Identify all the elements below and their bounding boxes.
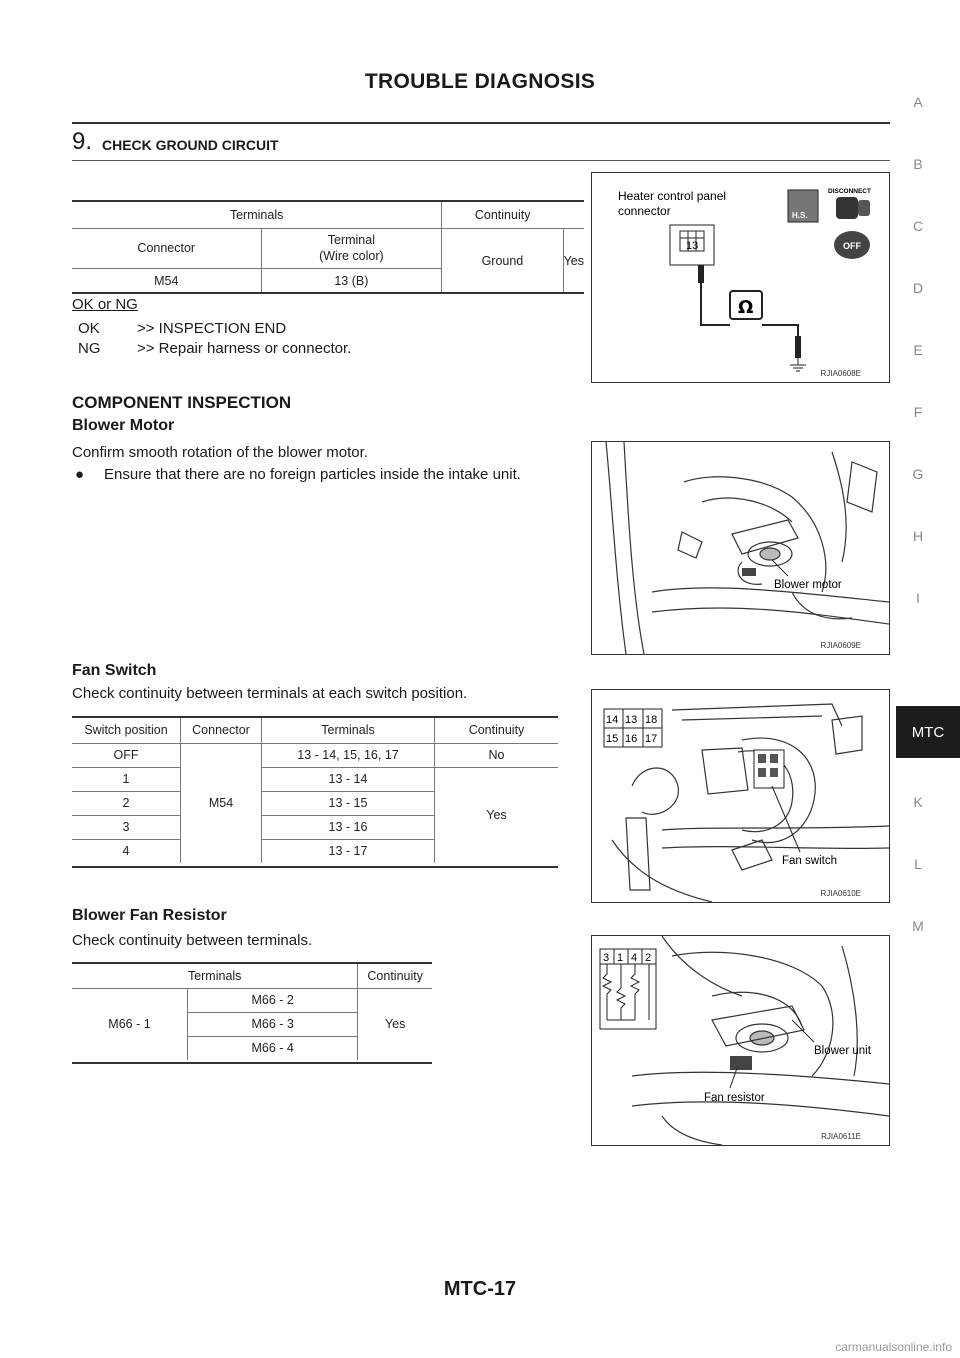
ground-circuit-table	[72, 200, 584, 293]
table-header: Terminals	[262, 718, 435, 743]
connector-label-2: connector	[618, 204, 671, 218]
side-index-letter[interactable]: E	[913, 342, 923, 358]
step-rule	[72, 160, 890, 161]
disconnect-label: DISCONNECT	[828, 188, 871, 195]
fan-switch-table	[72, 716, 558, 863]
blower-fan-resistor-text: Check continuity between terminals.	[72, 932, 313, 949]
side-index-letter[interactable]: L	[914, 856, 922, 872]
bullet-icon: ●	[75, 466, 85, 483]
figure-blower-fan-resistor	[591, 935, 890, 1146]
svg-text:3: 3	[603, 952, 610, 964]
table-cell-continuity-yes: Yes	[486, 808, 507, 823]
fan-switch-drawing	[592, 690, 889, 902]
svg-text:18: 18	[645, 714, 658, 726]
table-cell-ground: Ground	[442, 228, 563, 293]
table-header: Continuity	[367, 968, 423, 983]
table-cell-result: Yes	[563, 253, 584, 268]
page-title: TROUBLE DIAGNOSIS	[364, 70, 596, 93]
svg-text:1: 1	[617, 952, 624, 964]
side-index-letter[interactable]: F	[913, 404, 923, 420]
side-index-letter[interactable]: A	[913, 94, 923, 110]
disconnect-icon	[836, 197, 858, 219]
svg-text:14: 14	[606, 714, 619, 726]
figure-blower-motor	[591, 441, 890, 655]
page-number: MTC-17	[443, 1278, 517, 1300]
side-index-letter[interactable]: G	[912, 466, 924, 482]
watermark: carmanualsonline.info	[835, 1340, 952, 1354]
svg-text:15: 15	[606, 733, 619, 745]
side-index-active-tab[interactable]: MTC	[896, 706, 960, 758]
table-row: M66 - 1 M66 - 2 Yes	[72, 988, 432, 1012]
probe-ground	[795, 336, 801, 358]
figure-id: RJIA0608E	[820, 369, 861, 378]
table-header: Terminals	[72, 964, 358, 988]
svg-text:16: 16	[625, 733, 638, 745]
blower-motor-bullet: Ensure that there are no foreign particles inside the intake unit.	[104, 466, 521, 483]
svg-text:2: 2	[645, 952, 652, 964]
figure-ground-circuit	[591, 172, 890, 383]
svg-text:4: 4	[631, 952, 638, 964]
table-header: Connector	[181, 718, 262, 743]
ok-label: OK	[78, 320, 100, 337]
probe-positive	[698, 265, 704, 283]
svg-text:13: 13	[625, 714, 638, 726]
table-row: OFF M54 13 - 14, 15, 16, 17 No	[72, 743, 558, 767]
side-index-letter[interactable]: D	[912, 280, 924, 296]
table-cell-connector: M54	[181, 743, 262, 863]
step-number: 9.	[72, 128, 93, 155]
fan-switch-pin-diagram	[604, 709, 662, 747]
figure-id: RJIA0611E	[821, 1132, 861, 1141]
table-cell-connector: M54	[72, 268, 261, 293]
fan-switch-heading: Fan Switch	[72, 662, 157, 679]
ok-ng-label: OK or NG	[72, 296, 138, 313]
blower-fan-resistor-heading: Blower Fan Resistor	[72, 907, 227, 924]
blower-motor-text: Confirm smooth rotation of the blower motor.	[72, 444, 368, 461]
table-cell-result: Yes	[384, 1017, 406, 1032]
table-cell-from: M66 - 1	[72, 988, 188, 1060]
blower-motor-label: Blower motor	[774, 579, 842, 591]
connector-label-1: Heater control panel	[618, 189, 727, 203]
fan-switch-label: Fan switch	[782, 855, 837, 867]
connector-pin-13: 13	[686, 240, 699, 252]
side-index-letter[interactable]: C	[912, 218, 924, 234]
table-header	[261, 228, 442, 268]
table-header: Connector	[72, 228, 261, 268]
component-inspection-heading: COMPONENT INSPECTION	[72, 393, 292, 412]
ohm-icon: Ω	[738, 297, 754, 318]
terminal-header: Terminal	[327, 233, 375, 247]
table-row: M66 - 3	[72, 1012, 432, 1036]
table-header: Continuity	[468, 723, 525, 738]
blower-fan-resistor-drawing	[592, 936, 889, 1145]
svg-text:OFF: OFF	[843, 241, 861, 251]
side-index-letter[interactable]: K	[913, 794, 923, 810]
side-index-letter[interactable]: H	[912, 528, 924, 544]
svg-text:H.S.: H.S.	[792, 211, 808, 220]
wire-color-header: (Wire color)	[319, 249, 384, 263]
table-header: Continuity	[474, 207, 531, 222]
fan-switch-text: Check continuity between terminals at each switch position.	[72, 685, 468, 702]
ng-result: >> Repair harness or connector.	[137, 340, 352, 357]
blower-unit-label: Blower unit	[814, 1045, 871, 1057]
resistor-pin-diagram	[600, 949, 656, 1029]
header-rule	[72, 122, 890, 124]
figure-fan-switch	[591, 689, 890, 903]
table-header: Switch position	[72, 718, 181, 743]
svg-text:17: 17	[645, 733, 658, 745]
figure-id: RJIA0610E	[820, 889, 861, 898]
table-row: 2 13 - 15	[72, 791, 558, 815]
table-row: 1 13 - 14 Yes	[72, 767, 558, 791]
table-cell-terminal: 13 (B)	[261, 268, 442, 293]
figure-id: RJIA0609E	[820, 641, 861, 650]
blower-motor-drawing	[592, 442, 889, 654]
ng-label: NG	[78, 340, 101, 357]
ground-circuit-diagram	[592, 173, 889, 382]
blower-fan-resistor-table	[72, 962, 432, 1060]
ok-result: >> INSPECTION END	[137, 320, 287, 337]
side-index-letter[interactable]: M	[912, 918, 924, 934]
table-row: 3 13 - 16	[72, 815, 558, 839]
table-header: Terminals	[72, 202, 442, 228]
step-title: CHECK GROUND CIRCUIT	[102, 137, 279, 153]
side-index-letter[interactable]: I	[916, 590, 920, 606]
side-index-letter[interactable]: B	[913, 156, 923, 172]
probe-wire	[701, 283, 730, 325]
fan-resistor-label: Fan resistor	[704, 1092, 765, 1104]
table-row: M66 - 4	[72, 1036, 432, 1060]
blower-motor-heading: Blower Motor	[72, 417, 175, 434]
table-row: 4 13 - 17	[72, 839, 558, 863]
